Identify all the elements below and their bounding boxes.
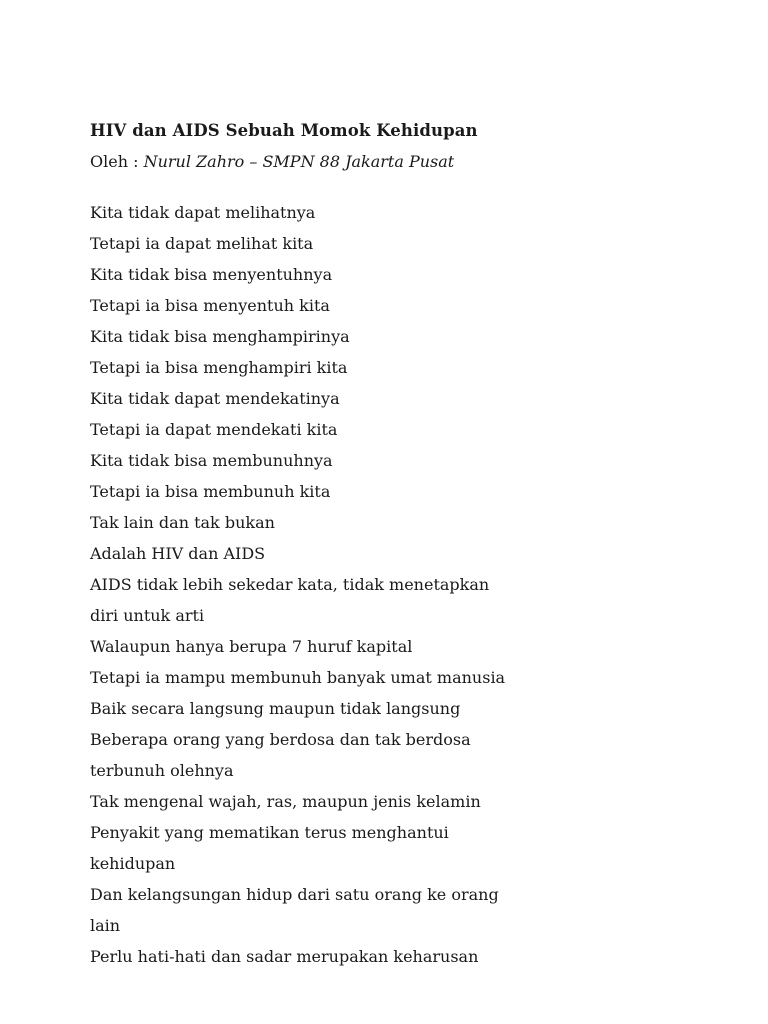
poem-line: Walaupun hanya berupa 7 huruf kapital bbox=[90, 637, 413, 656]
poem-line: Tetapi ia bisa menghampiri kita bbox=[90, 358, 348, 377]
poem-line: Beberapa orang yang berdosa dan tak berdosa terbunuh olehnya bbox=[90, 730, 471, 780]
poem-line: Tetapi ia mampu membunuh banyak umat manusia bbox=[90, 668, 506, 687]
poem-line: Kita tidak bisa membunuhnya bbox=[90, 451, 333, 470]
poem-line: Kita tidak dapat melihatnya bbox=[90, 203, 316, 222]
poem-line: Kita tidak dapat mendekatinya bbox=[90, 389, 340, 408]
poem-title: HIV dan AIDS Sebuah Momok Kehidupan bbox=[90, 121, 478, 140]
poem-line: AIDS tidak lebih sekedar kata, tidak menetapkan diri untuk arti bbox=[90, 575, 490, 625]
byline-author: Nurul Zahro – SMPN 88 Jakarta Pusat bbox=[143, 152, 455, 171]
poem-line: Tetapi ia dapat mendekati kita bbox=[90, 420, 338, 439]
poem-line: Tak mengenal wajah, ras, maupun jenis kelamin bbox=[90, 792, 481, 811]
byline bbox=[90, 149, 510, 175]
poem-line: Dan kelangsungan hidup dari satu orang ke orang lain bbox=[90, 885, 499, 935]
poem-line: Baik secara langsung maupun tidak langsung bbox=[90, 699, 461, 718]
byline-prefix: Oleh : bbox=[90, 152, 144, 171]
poem-line: Tetapi ia bisa membunuh kita bbox=[90, 482, 331, 501]
poem-line: Tak lain dan tak bukan bbox=[90, 513, 275, 532]
poem-line: Perlu hati-hati dan sadar merupakan keharusan bbox=[90, 947, 479, 966]
poem-line: Penyakit yang mematikan terus menghantui kehidupan bbox=[90, 823, 449, 873]
poem-body bbox=[90, 197, 510, 972]
poem-line: Tetapi ia dapat melihat kita bbox=[90, 234, 314, 253]
poem-line: Adalah HIV dan AIDS bbox=[90, 544, 266, 563]
poem-line: Kita tidak bisa menghampirinya bbox=[90, 327, 350, 346]
document-content bbox=[90, 118, 510, 972]
poem-line: Kita tidak bisa menyentuhnya bbox=[90, 265, 333, 284]
poem-line: Tetapi ia bisa menyentuh kita bbox=[90, 296, 330, 315]
